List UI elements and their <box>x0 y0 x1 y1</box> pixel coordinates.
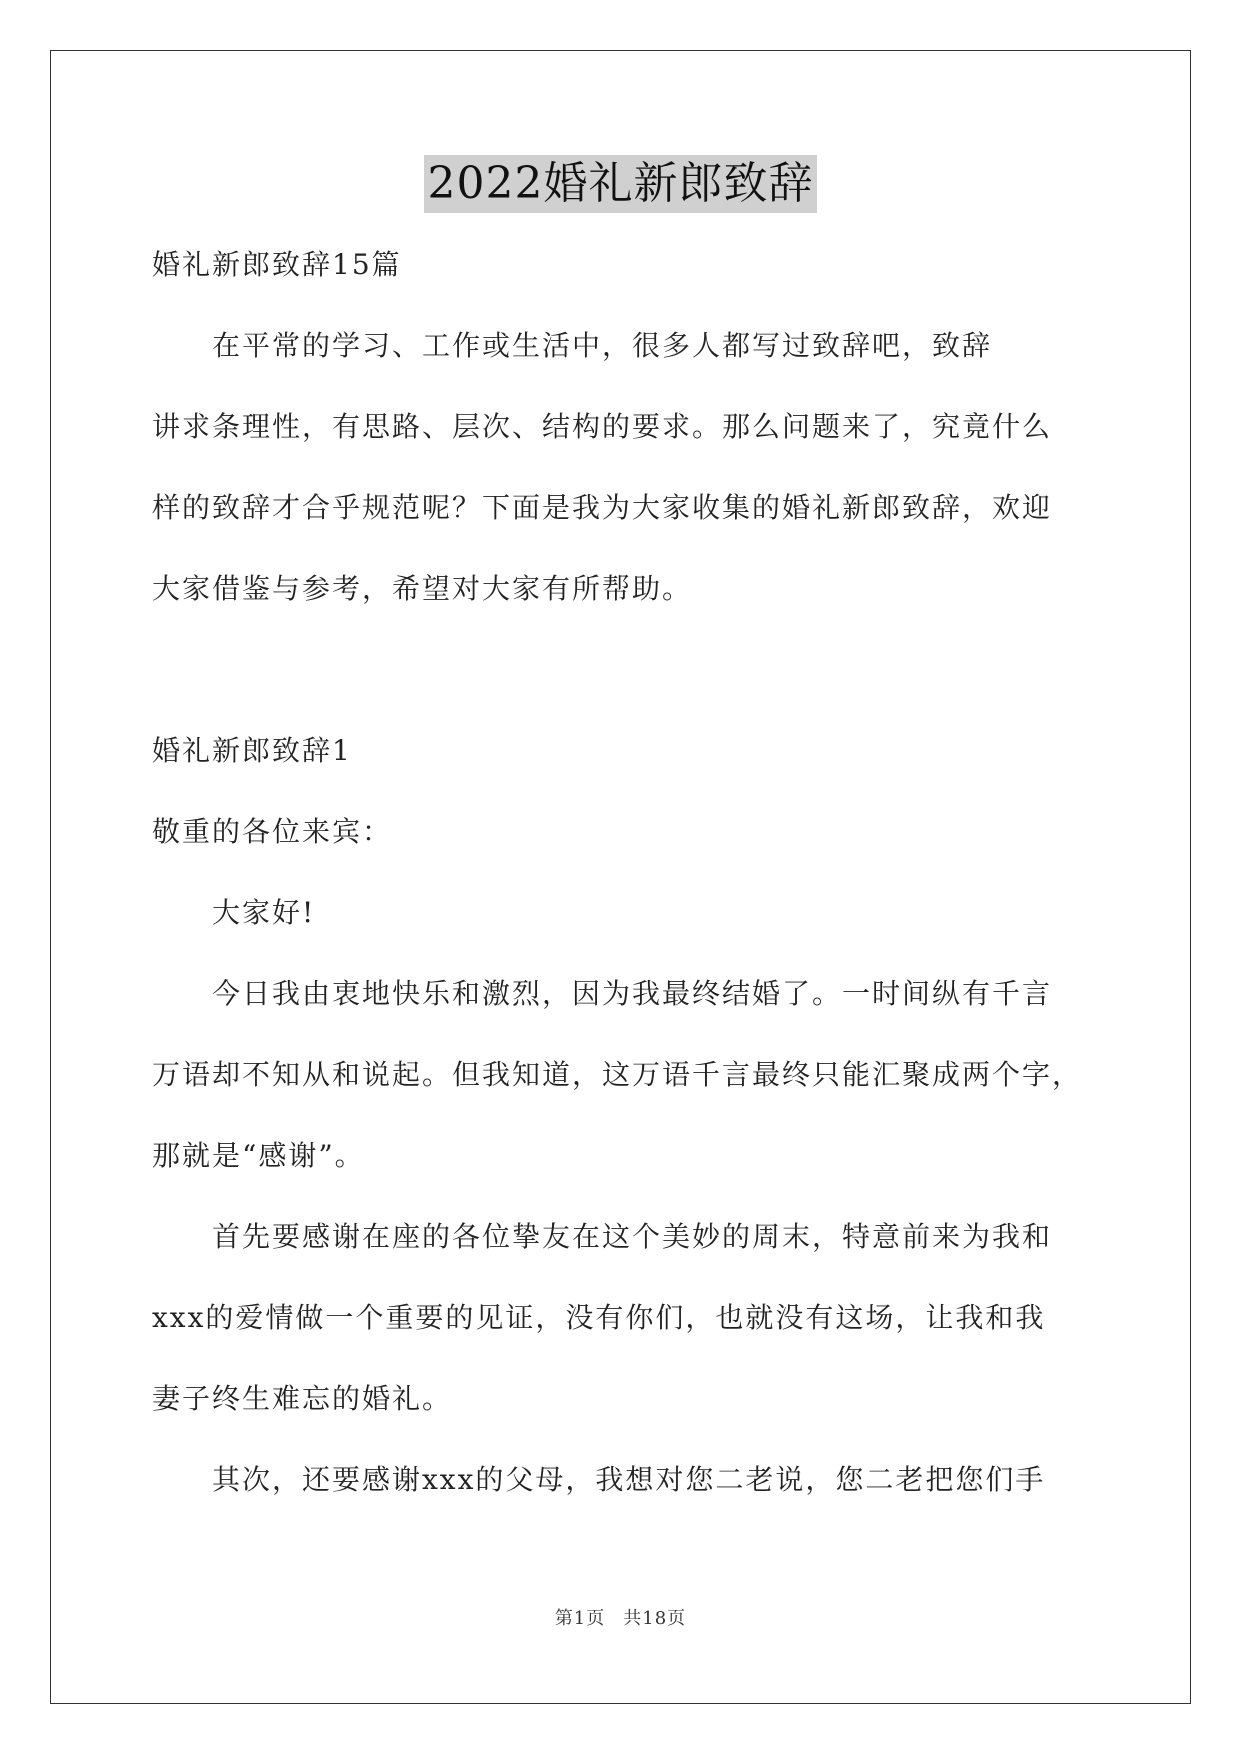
paragraph-line: 首先要感谢在座的各位挚友在这个美妙的周末，特意前来为我和 <box>152 1220 1053 1253</box>
greeting-line: 大家好! <box>152 896 316 929</box>
paragraph-line: 妻子终生难忘的婚礼。 <box>152 1382 453 1415</box>
page-footer <box>0 1604 1241 1630</box>
paragraph-line: xxx的爱情做一个重要的见证，没有你们，也就没有这场，让我和我 <box>152 1301 1046 1334</box>
section-heading: 婚礼新郎致辞1 <box>152 734 352 767</box>
subtitle-line: 婚礼新郎致辞15篇 <box>152 248 402 281</box>
title-container <box>0 155 1241 213</box>
paragraph-line: 万语却不知从和说起。但我知道，这万语千言最终只能汇聚成两个字， <box>152 1058 1083 1091</box>
page-total: 共18页 <box>623 1608 687 1629</box>
page-frame <box>50 50 1191 1704</box>
page-number: 第1页 <box>554 1608 606 1629</box>
document-title: 2022婚礼新郎致辞 <box>424 155 818 213</box>
paragraph-line: 在平常的学习、工作或生活中，很多人都写过致辞吧，致辞 <box>152 329 993 362</box>
paragraph-line: 其次，还要感谢xxx的父母，我想对您二老说，您二老把您们手 <box>152 1463 1046 1496</box>
paragraph-line: 今日我由衷地快乐和激烈，因为我最终结婚了。一时间纵有千言 <box>152 977 1053 1010</box>
paragraph-line: 大家借鉴与参考，希望对大家有所帮助。 <box>152 572 693 605</box>
paragraph-line: 讲求条理性，有思路、层次、结构的要求。那么问题来了，究竟什么 <box>152 410 1053 443</box>
paragraph-line: 样的致辞才合乎规范呢？下面是我为大家收集的婚礼新郎致辞，欢迎 <box>152 491 1053 524</box>
paragraph-line: 那就是“感谢”。 <box>152 1139 365 1172</box>
salutation-line: 敬重的各位来宾： <box>152 815 393 848</box>
